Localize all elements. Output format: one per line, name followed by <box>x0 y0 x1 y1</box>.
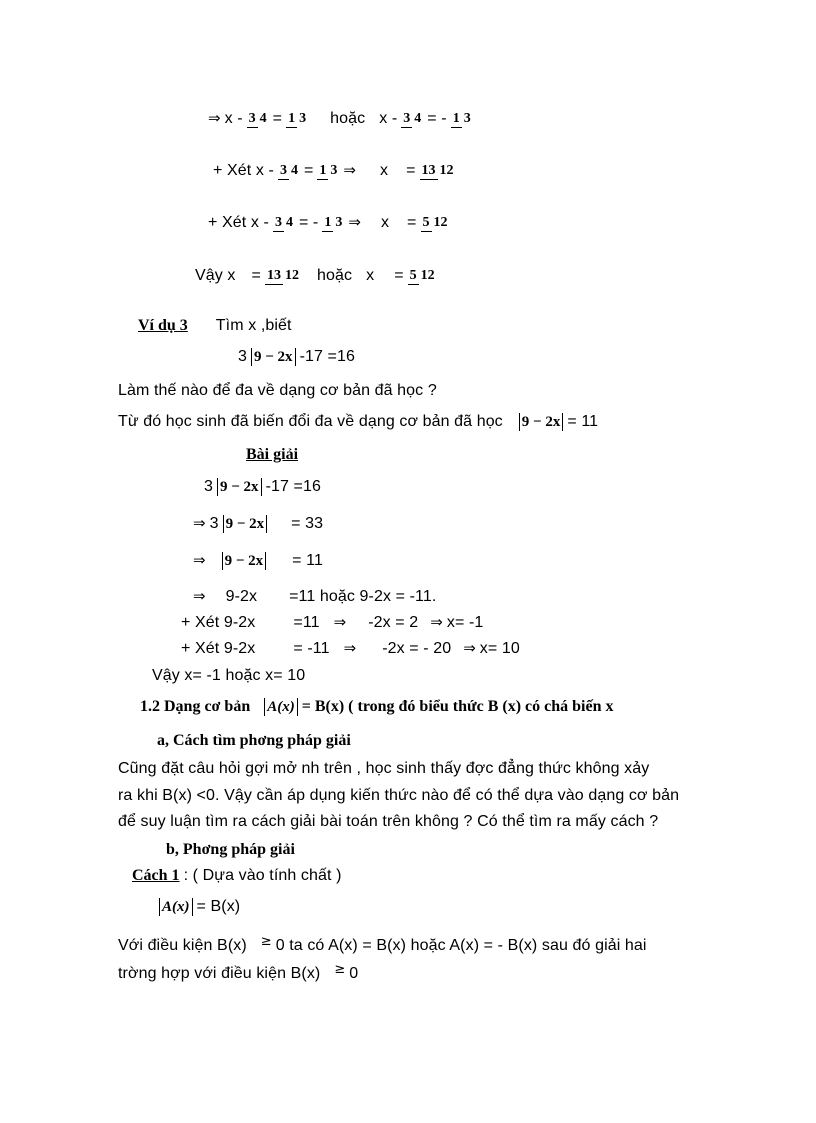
fraction: 13 12 <box>421 163 454 179</box>
example-label: Ví dụ 3 <box>138 317 188 334</box>
solution-step-4: ⇒ 9-2x =11 hoặc 9-2x = -11. <box>193 587 437 605</box>
example-3-answer: Từ đó học sinh đã biến đổi đa về dạng cơ bản đã học 9 − 2x = 11 <box>118 413 599 430</box>
solution-step-2: ⇒ 3 9 − 2x = 33 <box>193 514 324 532</box>
condition-line-1: Với điều kiện B(x) ≥ 0 ta có A(x) = B(x) hoặc A(x) = - B(x) sau đó giải hai <box>118 934 647 954</box>
absolute-value-expression: 9 − 2x <box>251 348 296 366</box>
solution-heading: Bài giải <box>246 446 299 463</box>
fraction: 3 4 <box>403 111 422 127</box>
example-task: Tìm x ,biết <box>215 317 292 334</box>
solution-step-6: + Xét 9-2x = -11 ⇒ -2x = - 20 ⇒ x= 10 <box>181 639 520 657</box>
implies-symbol: ⇒ <box>208 109 221 127</box>
method-1-formula: A(x) = B(x) <box>159 897 240 917</box>
absolute-value-expression: 9 − 2x <box>519 413 564 431</box>
implies-symbol: ⇒ <box>343 639 357 657</box>
fraction: 13 12 <box>266 268 299 284</box>
condition-line-2: trờng hợp với điều kiện B(x) ≥ 0 <box>118 962 359 982</box>
absolute-value-expression: 9 − 2x <box>222 552 267 570</box>
method-1-line: Cách 1 : ( Dựa vào tính chất ) <box>132 867 342 884</box>
fraction: 1 3 <box>324 215 343 231</box>
implies-symbol: ⇒ <box>193 514 206 532</box>
subsection-b-heading: b, Phơng pháp giải <box>166 841 295 858</box>
fraction: 3 4 <box>279 163 298 179</box>
fraction: 1 3 <box>288 111 307 127</box>
implies-symbol: ⇒ <box>333 613 347 631</box>
paragraph-line-1: Cũng đặt câu hỏi gợi mở nh trên , học sinh thấy đợc đẳng thức không xảy <box>118 760 650 777</box>
solution-step-1: 3 9 − 2x -17 =16 <box>204 478 321 495</box>
fraction: 5 12 <box>409 268 435 284</box>
solution-step-3: ⇒ 9 − 2x = 11 <box>193 551 323 569</box>
absolute-value-expression: 9 − 2x <box>223 515 268 533</box>
paragraph-line-3: để suy luận tìm ra cách giải bài toán trên không ? Có thể tìm ra mấy cách ? <box>118 813 659 830</box>
example-3-equation: 3 9 − 2x -17 =16 <box>238 348 355 365</box>
equation-line-2: + Xét x - 3 4 = 1 3 ⇒ x = 13 12 <box>213 161 454 179</box>
implies-symbol: ⇒ <box>463 639 476 657</box>
paragraph-line-2: ra khi B(x) <0. Vậy cần áp dụng kiến thức nào để có thể dựa vào dạng cơ bản <box>118 787 680 804</box>
absolute-value-expression: 9 − 2x <box>217 478 262 496</box>
implies-symbol: ⇒ <box>193 551 206 569</box>
absolute-value-expression: A(x) <box>264 698 298 716</box>
geq-symbol: ≥ <box>334 962 346 977</box>
fraction: 1 3 <box>319 163 338 179</box>
equation-line-1: ⇒ x - 3 4 = 1 3 hoặc x - 3 4 = - 1 3 <box>208 109 471 127</box>
geq-symbol: ≥ <box>260 934 272 949</box>
example-3-header <box>138 316 292 336</box>
implies-symbol: ⇒ <box>343 161 356 179</box>
fraction: 3 4 <box>274 215 293 231</box>
equation-line-3: + Xét x - 3 4 = - 1 3 ⇒ x = 5 12 <box>208 213 448 231</box>
example-3-question: Làm thế nào để đa về dạng cơ bản đã học ? <box>118 382 437 399</box>
implies-symbol: ⇒ <box>193 587 206 605</box>
solution-conclusion: Vậy x= -1 hoặc x= 10 <box>152 667 306 684</box>
absolute-value-expression: A(x) <box>159 898 193 916</box>
implies-symbol: ⇒ <box>430 613 443 631</box>
fraction: 1 3 <box>452 111 471 127</box>
method-1-label: Cách 1 <box>132 867 180 884</box>
equation-line-4: Vậy x = 13 12 hoặc x = 5 12 <box>195 267 435 284</box>
subsection-a-heading: a, Cách tìm phơng pháp giải <box>157 732 351 749</box>
fraction: 3 4 <box>248 111 267 127</box>
fraction: 5 12 <box>422 215 448 231</box>
solution-step-5: + Xét 9-2x =11 ⇒ -2x = 2 ⇒ x= -1 <box>181 613 484 631</box>
implies-symbol: ⇒ <box>348 213 361 231</box>
section-1-2-title: 1.2 Dạng cơ bản A(x) = B(x) ( trong đó biểu thức B (x) có chá biến x <box>140 698 614 715</box>
